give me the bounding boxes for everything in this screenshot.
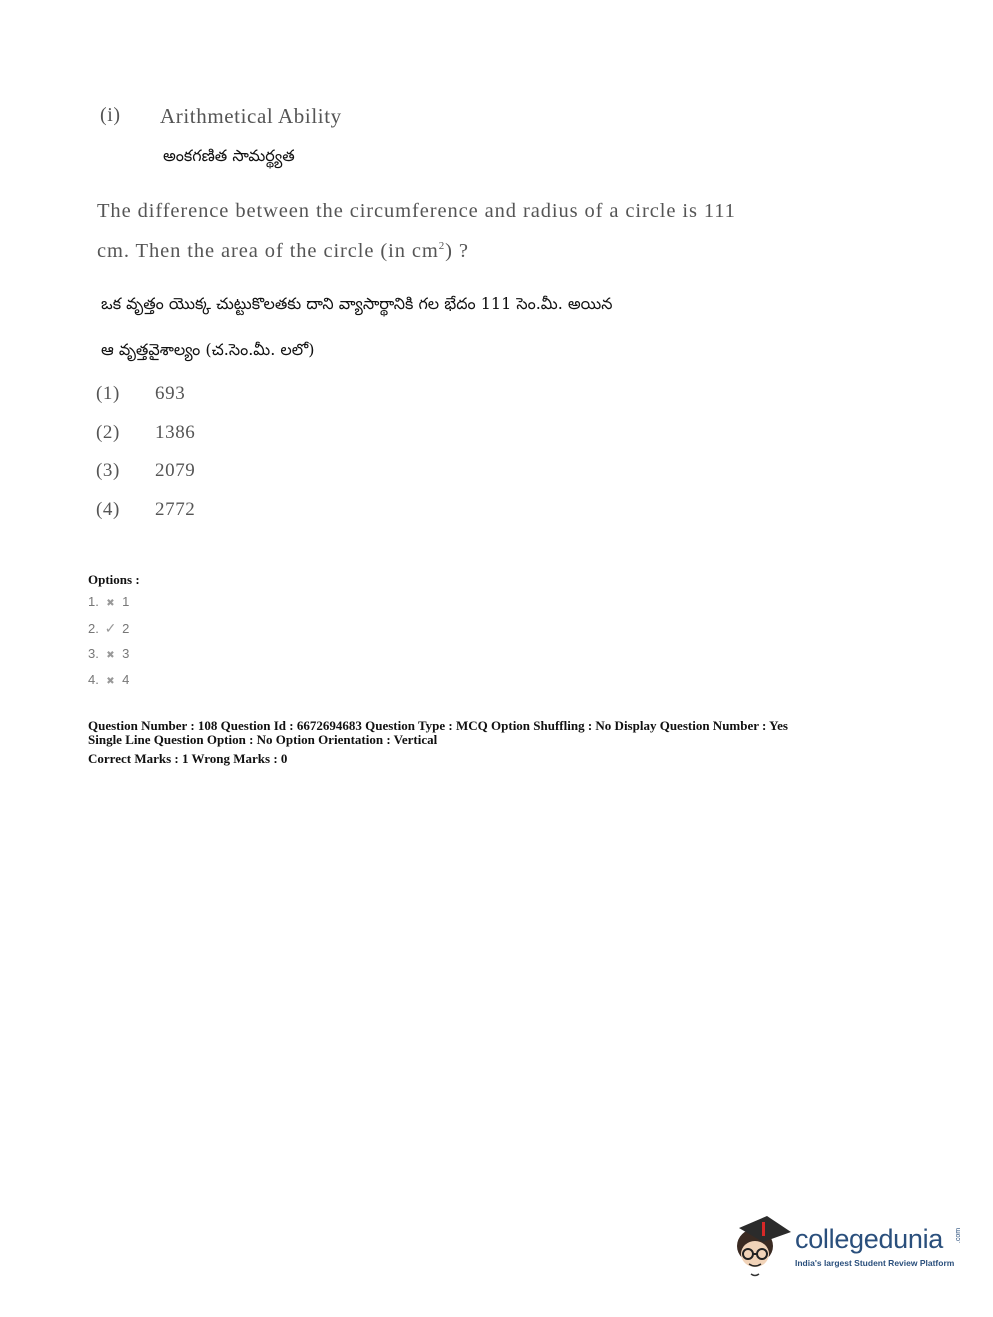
choice-number: (1) — [96, 383, 120, 404]
choice-number: (3) — [96, 460, 120, 481]
collegedunia-logo — [733, 1210, 963, 1282]
choice-number: (2) — [96, 422, 120, 443]
option-row — [88, 646, 129, 661]
question-meta-line3: Correct Marks : 1 Wrong Marks : 0 — [88, 751, 288, 766]
question-english-line2 — [97, 240, 469, 263]
question-english-line1: The difference between the circumference and radius of a circle is 111 — [97, 200, 736, 222]
section-title-telugu: అంకగణిత సామర్థ్యత — [163, 146, 295, 165]
option-label: 1 — [122, 594, 130, 609]
question-english-line2-end: ) ? — [445, 240, 469, 262]
question-english-line2-main: cm. Then the area of the circle (in cm — [97, 240, 439, 262]
option-index: 3. — [88, 646, 99, 661]
choice-value: 2079 — [155, 460, 196, 481]
option-index: 2. — [88, 621, 99, 636]
option-index: 4. — [88, 672, 99, 687]
option-index: 1. — [88, 594, 99, 609]
option-row — [88, 672, 129, 687]
section-title: Arithmetical Ability — [160, 104, 342, 128]
cross-icon: ✖ — [106, 598, 115, 609]
logo-wordmark: collegedunia — [795, 1224, 944, 1254]
question-telugu-line2: ఆ వృత్తవైశాల్యం (చ.సెం.మీ. లలో) — [101, 340, 315, 359]
options-heading: Options : — [88, 572, 140, 587]
choice-value: 2772 — [155, 499, 196, 520]
option-label: 3 — [122, 646, 130, 661]
cross-icon: ✖ — [106, 676, 115, 687]
question-meta-line2: Single Line Question Option : No Option Orientation : Vertical — [88, 732, 438, 747]
choice-number: (4) — [96, 499, 120, 520]
option-row — [88, 620, 129, 637]
logo-suffix: .com — [955, 1227, 963, 1244]
question-meta-line1: Question Number : 108 Question Id : 6672694683 Question Type : MCQ Option Shuffling : No Display Question Number : Yes — [88, 718, 788, 733]
choice-value: 1386 — [155, 422, 196, 443]
option-label: 2 — [122, 621, 130, 636]
mascot-icon — [733, 1210, 795, 1282]
choice-value: 693 — [155, 383, 186, 404]
question-telugu-line1: ఒక వృత్తం యొక్క చుట్టుకొలతకు దాని వ్యాసార్థానికి గల భేదం 111 సెం.మీ. అయిన — [101, 294, 613, 313]
option-label: 4 — [122, 672, 130, 687]
superscript-2: 2 — [438, 240, 446, 253]
logo-tagline: India's largest Student Review Platform — [795, 1258, 955, 1268]
check-icon: ✓ — [104, 620, 117, 636]
cross-icon: ✖ — [106, 650, 115, 661]
option-row — [88, 594, 129, 609]
section-number: (i) — [100, 104, 121, 126]
